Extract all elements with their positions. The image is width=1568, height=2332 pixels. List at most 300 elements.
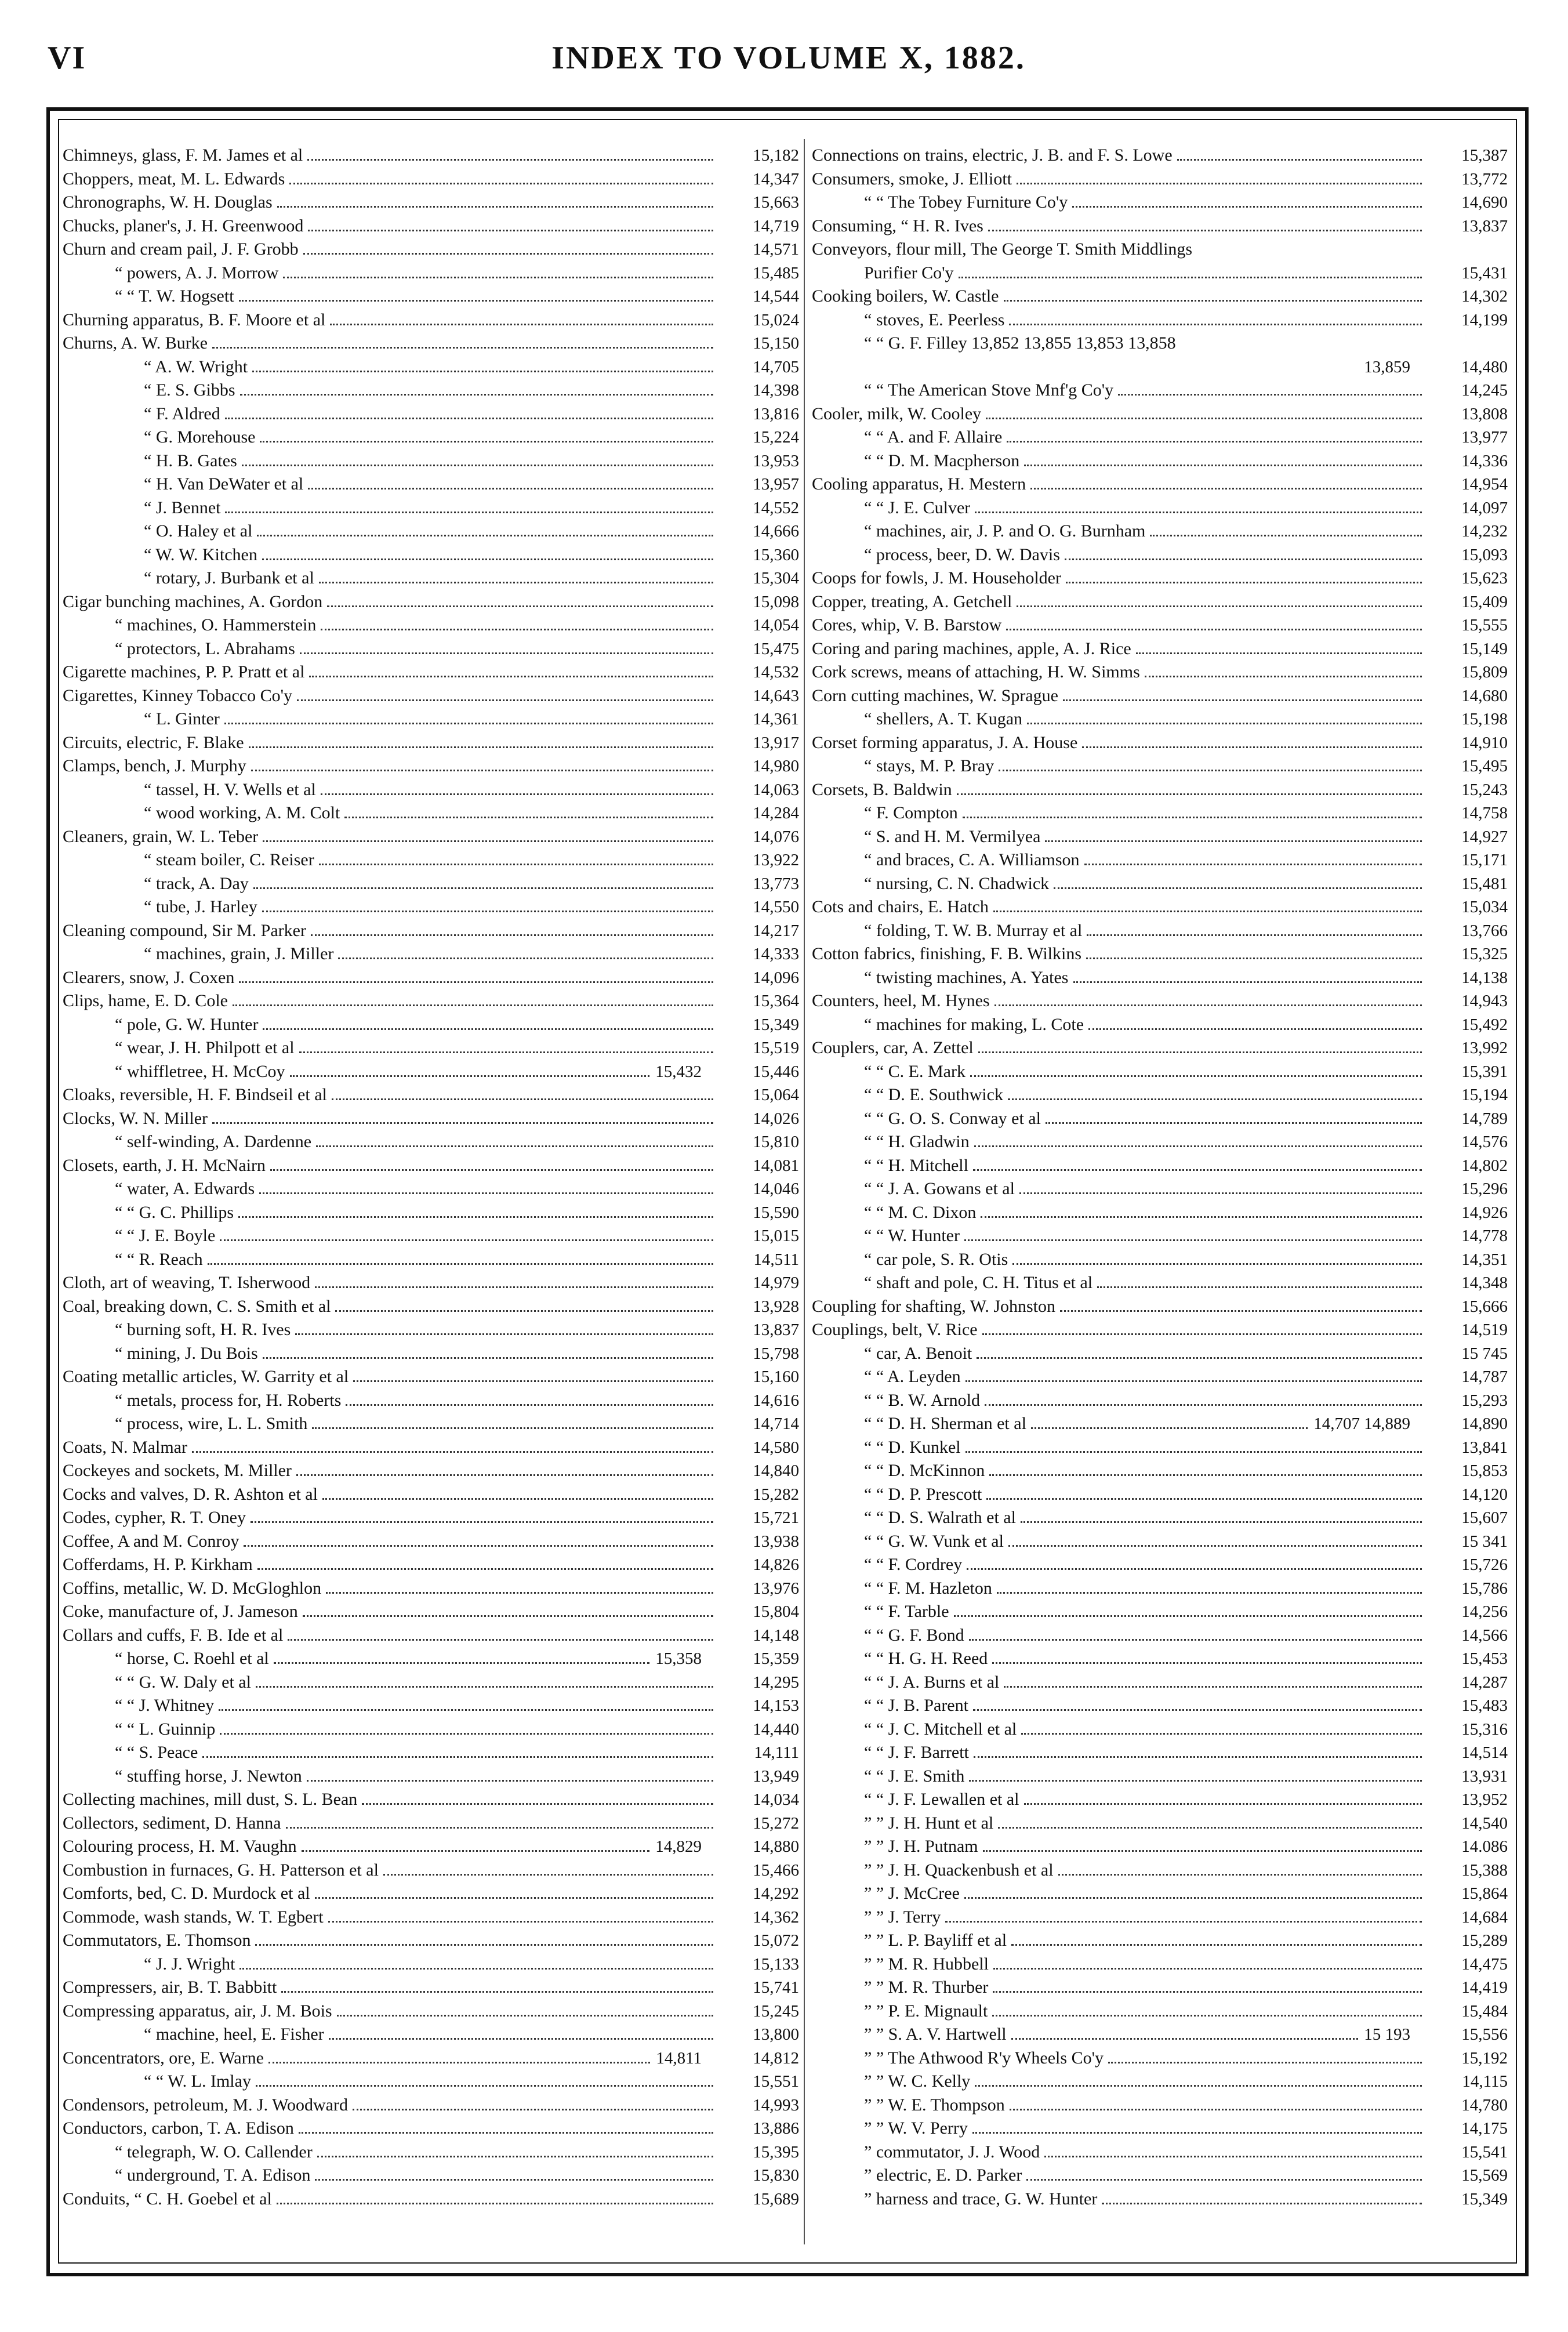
index-entry-number: 15,607: [1461, 1508, 1508, 1527]
dot-leader: [1097, 1286, 1422, 1288]
index-entry-subject: Corsets, B. Baldwin: [812, 779, 952, 799]
dot-leader: [1006, 629, 1422, 630]
index-entry-number: 14,880: [753, 1837, 799, 1856]
index-entry-subject: ” ” J. H. Hunt et al: [864, 1813, 994, 1833]
index-entry: [63, 238, 799, 262]
index-entry: [812, 590, 1508, 614]
index-entry-subject: Collecting machines, mill dust, S. L. Bean: [63, 1790, 358, 1809]
index-entry-number: 15,663: [753, 193, 799, 212]
index-entry-number: 14,519: [1461, 1321, 1508, 1339]
index-entry-subject: Cork screws, means of attaching, H. W. Simms: [812, 662, 1140, 681]
index-entry: [812, 1882, 1508, 1906]
dot-leader: [274, 1662, 649, 1664]
index-entry-number: 14,111: [754, 1743, 799, 1762]
index-entry-number: 15 341: [1461, 1532, 1508, 1551]
index-entry: [63, 2117, 799, 2141]
index-entry-number: 15,453: [1461, 1649, 1508, 1668]
index-entry-number: 14,245: [1461, 381, 1508, 400]
dot-leader: [251, 1521, 713, 1523]
index-entry-subject: Clips, hame, E. D. Cole: [63, 991, 228, 1010]
index-entry-number: 15,282: [753, 1485, 799, 1504]
index-entry-subject: Conduits, “ C. H. Goebel et al: [63, 2189, 272, 2208]
index-entry-subject: Commutators, E. Thomson: [63, 1931, 251, 1950]
index-entry-subject: Coats, N. Malmar: [63, 1437, 187, 1457]
index-entry: [812, 1436, 1508, 1460]
index-entry-subject: Clocks, W. N. Miller: [63, 1108, 208, 1128]
index-entry-number: 15,492: [1461, 1015, 1508, 1034]
dot-leader: [299, 1051, 713, 1053]
index-entry: [812, 1177, 1508, 1201]
index-entry-subject: ” commutator, J. J. Wood: [864, 2142, 1040, 2161]
index-entry-subject: Coffins, metallic, W. D. McGloghlon: [63, 1578, 322, 1598]
index-entry: [63, 2023, 799, 2047]
index-entry: [63, 1577, 799, 1601]
index-entry-subject: “ machines for making, L. Cote: [864, 1014, 1084, 1034]
dot-leader: [259, 1192, 713, 1194]
index-entry: [63, 1295, 799, 1319]
dot-leader: [315, 1286, 713, 1288]
dot-leader: [1177, 159, 1422, 161]
index-entry-subject: “ H. Van DeWater et al: [144, 474, 304, 494]
index-entry-subject: “ “ H. Gladwin: [864, 1132, 970, 1151]
index-entry: [812, 496, 1508, 520]
index-entry: [63, 708, 799, 731]
index-entry-number: 14,890: [1461, 1415, 1508, 1433]
index-entry-number: 15,349: [1461, 2189, 1508, 2208]
index-entry: [812, 872, 1508, 896]
index-entry-subject: Coffee, A and M. Conroy: [63, 1531, 239, 1551]
dot-leader: [256, 2085, 713, 2087]
index-entry-number: 14,046: [753, 1180, 799, 1198]
dot-leader: [262, 911, 713, 912]
index-entry-number: 14,926: [1461, 1203, 1508, 1222]
dot-leader: [974, 1756, 1422, 1758]
index-entry-subject: “ “ R. Reach: [115, 1249, 203, 1269]
index-entry-subject: “ protectors, L. Abrahams: [115, 639, 295, 658]
index-entry: [812, 778, 1508, 802]
index-entry-number: 15,483: [1461, 1696, 1508, 1715]
index-entry: [63, 2094, 799, 2117]
index-entry-number: 14,362: [753, 1907, 799, 1927]
index-entry-subject: “ whiffletree, H. McCoy: [115, 1061, 285, 1081]
dot-leader: [1150, 535, 1422, 536]
index-entry-subject: “ self-winding, A. Dardenne: [115, 1132, 312, 1151]
dot-leader: [260, 441, 713, 443]
dot-leader: [239, 981, 713, 983]
index-entry-number: 13,992: [1461, 1039, 1508, 1057]
index-entry-number: 14,361: [753, 710, 799, 728]
index-entry-number: 14,571: [753, 240, 799, 259]
dot-leader: [970, 1075, 1422, 1077]
index-entry: [63, 1859, 799, 1883]
index-entry: [63, 755, 799, 778]
index-entry-number: 14,232: [1461, 522, 1508, 541]
index-entry-number: 14,943: [1461, 992, 1508, 1010]
index-entry-subject: ” ” The Athwood R'y Wheels Co'y: [864, 2048, 1104, 2068]
dot-leader: [257, 535, 713, 536]
index-entry: [63, 1718, 799, 1742]
dot-leader: [969, 1639, 1422, 1641]
index-entry-subject: “ “ H. Mitchell: [864, 1155, 968, 1175]
index-entry: [812, 238, 1508, 262]
dot-leader: [1108, 2062, 1422, 2063]
dot-leader: [1024, 465, 1422, 466]
index-entry-number: 14,787: [1461, 1368, 1508, 1386]
index-entry: [812, 426, 1508, 449]
dot-leader: [316, 1145, 713, 1147]
dot-leader: [1054, 887, 1422, 889]
index-entry-number: 13,928: [753, 1297, 799, 1316]
index-entry-additional-number: 14,811: [656, 2048, 702, 2068]
index-entry-subject: “ “ G. F. Bond: [864, 1625, 964, 1645]
index-entry-subject: “ and braces, C. A. Williamson: [864, 850, 1080, 869]
index-entry-subject: “ J. Bennet: [144, 498, 221, 517]
index-entry: [63, 1671, 799, 1695]
index-entry-subject: Coating metallic articles, W. Garrity et al: [63, 1367, 349, 1386]
index-entry-subject: Closets, earth, J. H. McNairn: [63, 1155, 266, 1175]
index-entry-subject: Cleaners, grain, W. L. Teber: [63, 826, 259, 846]
index-entry: [63, 1906, 799, 1930]
index-entry-number: 14,616: [753, 1391, 799, 1410]
dot-leader: [335, 1310, 713, 1312]
index-entry-number: 14,302: [1461, 287, 1508, 306]
index-entry-number: 15,360: [753, 545, 799, 564]
index-entry: [63, 1436, 799, 1460]
index-entry-number: 13,837: [753, 1321, 799, 1339]
index-entry: [812, 1318, 1508, 1342]
index-entry-subject: “ “ F. Tarble: [864, 1602, 949, 1621]
index-entry: [63, 473, 799, 496]
index-entry: [812, 1224, 1508, 1248]
index-entry-number: 13,949: [753, 1767, 799, 1786]
index-entry-number: 14,690: [1461, 193, 1508, 212]
dot-leader: [981, 1216, 1422, 1218]
index-entry-subject: ” harness and trace, G. W. Hunter: [864, 2189, 1098, 2208]
index-entry-subject: Corset forming apparatus, J. A. House: [812, 732, 1078, 752]
index-entry-subject: “ “ H. G. H. Reed: [864, 1649, 988, 1668]
index-entry: [63, 567, 799, 590]
index-entry-subject: Commode, wash stands, W. T. Egbert: [63, 1907, 324, 1927]
index-entry-subject: “ “ J. A. Burns et al: [864, 1672, 1000, 1692]
dot-leader: [1088, 1028, 1422, 1030]
index-entry-subject: “ machines, O. Hammerstein: [115, 615, 317, 634]
dot-leader: [300, 652, 713, 654]
index-entry-number: 14,680: [1461, 686, 1508, 705]
index-entry-number: 15,804: [753, 1602, 799, 1621]
dot-leader: [1118, 394, 1422, 396]
index-entry: [63, 1107, 799, 1131]
index-entry-number: 15,786: [1461, 1579, 1508, 1598]
index-entry-number: 15,198: [1461, 710, 1508, 728]
index-entry-subject: “ powers, A. J. Morrow: [115, 263, 279, 282]
index-entry-subject: Cigar bunching machines, A. Gordon: [63, 592, 323, 611]
index-entry: [812, 661, 1508, 684]
dot-leader: [966, 1380, 1422, 1382]
index-entry-subject: Colouring process, H. M. Vaughn: [63, 1837, 297, 1856]
index-entry-number: 14,954: [1461, 475, 1508, 494]
index-entry-number: 15,171: [1461, 851, 1508, 869]
index-entry-number: 14,643: [753, 686, 799, 705]
dot-leader: [975, 512, 1422, 513]
index-entry-subject: Consumers, smoke, J. Elliott: [812, 169, 1012, 188]
index-entry-number: 13,917: [753, 733, 799, 752]
index-entry: [812, 2047, 1508, 2070]
index-entry-number: 15,194: [1461, 1086, 1508, 1104]
index-entry-additional-number: 15 193: [1364, 2025, 1410, 2044]
index-entry-subject: “ water, A. Edwards: [115, 1179, 255, 1198]
index-entry-number: 14,256: [1461, 1602, 1508, 1621]
dot-leader: [1084, 864, 1422, 865]
dot-leader: [1019, 1192, 1422, 1194]
index-entry-number: 14,081: [753, 1156, 799, 1175]
index-entry-subject: Combustion in furnaces, G. H. Patterson et al: [63, 1860, 379, 1880]
index-entry: [63, 332, 799, 356]
index-entry-number: 14,993: [753, 2095, 799, 2115]
dot-leader: [1045, 840, 1422, 842]
index-entry: [812, 1976, 1508, 2000]
index-entry-subject: “ “ G. F. Filley 13,852 13,855 13,853 13,858: [864, 333, 1176, 353]
dot-leader: [270, 1169, 713, 1171]
index-entry-number: 15,150: [753, 334, 799, 353]
index-entry: [63, 449, 799, 473]
dot-leader: [344, 817, 713, 818]
index-entry: [63, 1812, 799, 1836]
dot-leader: [1136, 652, 1422, 654]
index-entry: [63, 872, 799, 896]
index-entry: [63, 1929, 799, 1953]
dot-leader: [321, 793, 713, 795]
dot-leader: [989, 1474, 1422, 1476]
dot-leader: [346, 1404, 713, 1406]
index-entry: [63, 543, 799, 567]
index-entry-subject: “ “ D. E. Southwick: [864, 1085, 1003, 1104]
index-entry: [63, 1483, 799, 1507]
index-entry-number: 14,096: [753, 968, 799, 987]
index-entry-additional-number: 14,707 14,889: [1313, 1415, 1410, 1433]
index-entry-subject: “ nursing, C. N. Chadwick: [864, 873, 1050, 893]
index-entry-subject: “ O. Haley et al: [144, 521, 253, 541]
index-entry: [812, 1483, 1508, 1507]
index-entry-subject: Cocks and valves, D. R. Ashton et al: [63, 1484, 318, 1504]
index-entry-subject: “ J. J. Wright: [144, 1954, 235, 1974]
index-entry-subject: “ “ M. C. Dixon: [864, 1202, 977, 1222]
index-entry-subject: ” ” L. P. Bayliff et al: [864, 1931, 1007, 1950]
index-entry-number: 14,666: [753, 522, 799, 541]
index-entry: [63, 1624, 799, 1648]
dot-leader: [1008, 1545, 1422, 1547]
index-entry: [63, 1530, 799, 1554]
index-entry-subject: “ “ A. Leyden: [864, 1367, 961, 1386]
index-entry-additional-number: 14,829: [655, 1837, 702, 1856]
index-entry-number: 13,841: [1461, 1438, 1508, 1457]
index-entry: [812, 755, 1508, 778]
index-entry: [63, 1036, 799, 1060]
dot-leader: [338, 958, 713, 959]
index-entry-subject: “ “ D. H. Sherman et al: [864, 1414, 1026, 1433]
index-entry-subject: “ H. B. Gates: [144, 451, 237, 470]
index-entry: [812, 614, 1508, 637]
index-entry-subject: “ “ J. E. Smith: [864, 1766, 965, 1786]
index-entry-subject: “ “ C. E. Mark: [864, 1061, 966, 1081]
index-entry-number: 15,160: [753, 1368, 799, 1386]
dot-leader: [1004, 1686, 1422, 1688]
index-entry-subject: ” ” W. C. Kelly: [864, 2072, 971, 2091]
dot-leader: [1046, 1122, 1422, 1124]
index-entry: [63, 1600, 799, 1624]
index-entry-number: 14,097: [1461, 498, 1508, 517]
index-entry: [812, 684, 1508, 708]
dot-leader: [315, 1897, 713, 1899]
index-entry: [63, 1882, 799, 1906]
index-entry: [63, 2188, 799, 2211]
index-entry-subject: “ S. and H. M. Vermilyea: [864, 826, 1041, 846]
index-entry-number: 14,347: [753, 169, 799, 188]
index-entry: [812, 966, 1508, 990]
dot-leader: [1011, 1944, 1422, 1946]
index-entry-subject: Connections on trains, electric, J. B. and F. S. Lowe: [812, 146, 1173, 165]
index-entry: [812, 520, 1508, 543]
index-entry: [812, 1953, 1508, 1976]
index-entry-subject: “ telegraph, W. O. Callender: [115, 2142, 313, 2161]
column-divider: [804, 139, 805, 2244]
index-entry-subject: “ “ D. S. Walrath et al: [864, 1508, 1016, 1527]
dot-leader: [982, 1333, 1422, 1335]
index-entry: [812, 543, 1508, 567]
dot-leader: [966, 1451, 1422, 1453]
dot-leader: [251, 770, 713, 771]
index-entry-subject: Circuits, electric, F. Blake: [63, 732, 244, 752]
dot-leader: [973, 1709, 1422, 1711]
index-entry-subject: ” ” W. E. Thompson: [864, 2095, 1005, 2115]
dot-leader: [328, 1921, 713, 1923]
dot-leader: [220, 1239, 713, 1241]
index-entry: [812, 1600, 1508, 1624]
dot-leader: [303, 253, 713, 255]
index-entry: [812, 919, 1508, 943]
index-entry-number: 15,272: [753, 1814, 799, 1833]
index-entry-number: 14,910: [1461, 733, 1508, 752]
dot-leader: [308, 488, 713, 489]
index-entry-number: 15,519: [753, 1039, 799, 1057]
dot-leader: [1060, 1310, 1422, 1312]
index-entry: [63, 1459, 799, 1483]
index-entry-subject: ” ” J. McCree: [864, 1884, 960, 1903]
dot-leader: [192, 1451, 713, 1453]
index-entry-number: 15,364: [753, 992, 799, 1010]
index-entry-number: 14,540: [1461, 1814, 1508, 1833]
index-entry: [63, 262, 799, 285]
dot-leader: [1026, 2179, 1422, 2181]
index-entry: [63, 778, 799, 802]
index-entry-number: 15,388: [1461, 1860, 1508, 1880]
index-entry-number: 14,475: [1461, 1954, 1508, 1974]
index-entry-number: 14,292: [753, 1884, 799, 1903]
dot-leader: [319, 582, 713, 583]
index-entry-subject: ” ” S. A. V. Hartwell: [864, 2025, 1007, 2044]
index-entry-subject: Comforts, bed, C. D. Murdock et al: [63, 1884, 310, 1903]
index-entry: [812, 2141, 1508, 2164]
index-entry: [63, 1389, 799, 1413]
index-entry-number: 15,296: [1461, 1180, 1508, 1198]
index-entry-subject: “ “ J. F. Barrett: [864, 1743, 969, 1762]
index-entry-subject: “ “ J. B. Parent: [864, 1696, 968, 1715]
index-entry: [812, 1107, 1508, 1131]
index-entry: [812, 168, 1508, 191]
dot-leader: [281, 1991, 713, 1993]
index-entry: [63, 2141, 799, 2164]
index-entry-subject: “ “ G. W. Daly et al: [115, 1672, 251, 1692]
index-entry-number: 15,475: [753, 639, 799, 658]
dot-leader: [252, 371, 713, 372]
dot-leader: [969, 1780, 1422, 1782]
index-entry-subject: “ “ F. M. Hazleton: [864, 1578, 992, 1598]
page-header: [35, 35, 1542, 99]
index-entry: [63, 1224, 799, 1248]
index-entry-number: 15,721: [753, 1508, 799, 1527]
index-entry-subject: “ stoves, E. Peerless: [864, 310, 1005, 329]
dot-leader: [212, 1122, 713, 1124]
index-entry: [812, 848, 1508, 872]
dot-leader: [1058, 1874, 1422, 1876]
index-entry: [812, 285, 1508, 309]
index-entry-number: 14,840: [753, 1461, 799, 1480]
dot-leader: [1011, 2038, 1358, 2040]
index-entry: [63, 1201, 799, 1225]
dot-leader: [994, 1004, 1422, 1006]
dot-leader: [1024, 1803, 1422, 1805]
dot-leader: [1044, 2156, 1422, 2157]
dot-leader: [972, 2132, 1422, 2134]
index-entry: [812, 895, 1508, 919]
dot-leader: [327, 605, 713, 607]
index-entry-number: 15,243: [1461, 780, 1508, 799]
index-entry-subject: “ F. Compton: [864, 803, 958, 822]
index-entry: [812, 1624, 1508, 1648]
index-entry-number: 13,931: [1461, 1767, 1508, 1786]
index-entry-number: 13,773: [753, 874, 799, 893]
index-entry-number: 15,316: [1461, 1720, 1508, 1739]
index-entry: [812, 708, 1508, 731]
index-entry-number: 15,387: [1461, 146, 1508, 165]
dot-leader: [988, 230, 1422, 231]
index-entry-subject: Collars and cuffs, F. B. Ide et al: [63, 1625, 284, 1645]
index-entry-subject: Coupling for shafting, W. Johnston: [812, 1296, 1056, 1316]
index-entry-number: 13,837: [1461, 216, 1508, 235]
index-entry-number: 14,514: [1461, 1743, 1508, 1762]
index-entry-number: 14,076: [753, 827, 799, 846]
index-entry-subject: Concentrators, ore, E. Warne: [63, 2048, 264, 2068]
dot-leader: [1009, 324, 1422, 325]
index-entry-subject: “ “ The Tobey Furniture Co'y: [864, 193, 1068, 212]
index-entry: [63, 426, 799, 449]
index-entry: [812, 1342, 1508, 1366]
index-entry-number: 14,115: [1462, 2072, 1508, 2091]
index-entry-subject: Cores, whip, V. B. Barstow: [812, 615, 1002, 634]
index-entry-subject: “ process, wire, L. L. Smith: [115, 1414, 308, 1433]
index-entry-number: 14,153: [753, 1696, 799, 1715]
index-entry: [63, 1835, 799, 1859]
index-entry-number: 13,977: [1461, 428, 1508, 447]
dot-leader: [992, 1662, 1422, 1664]
index-entry: [812, 1389, 1508, 1413]
index-entry: [812, 1036, 1508, 1060]
dot-leader: [964, 1239, 1422, 1241]
index-entry-number: 14,927: [1461, 827, 1508, 846]
index-entry-subject: Choppers, meat, M. L. Edwards: [63, 169, 285, 188]
dot-leader: [219, 1709, 713, 1711]
index-entry: [63, 356, 799, 379]
dot-leader: [263, 840, 713, 842]
